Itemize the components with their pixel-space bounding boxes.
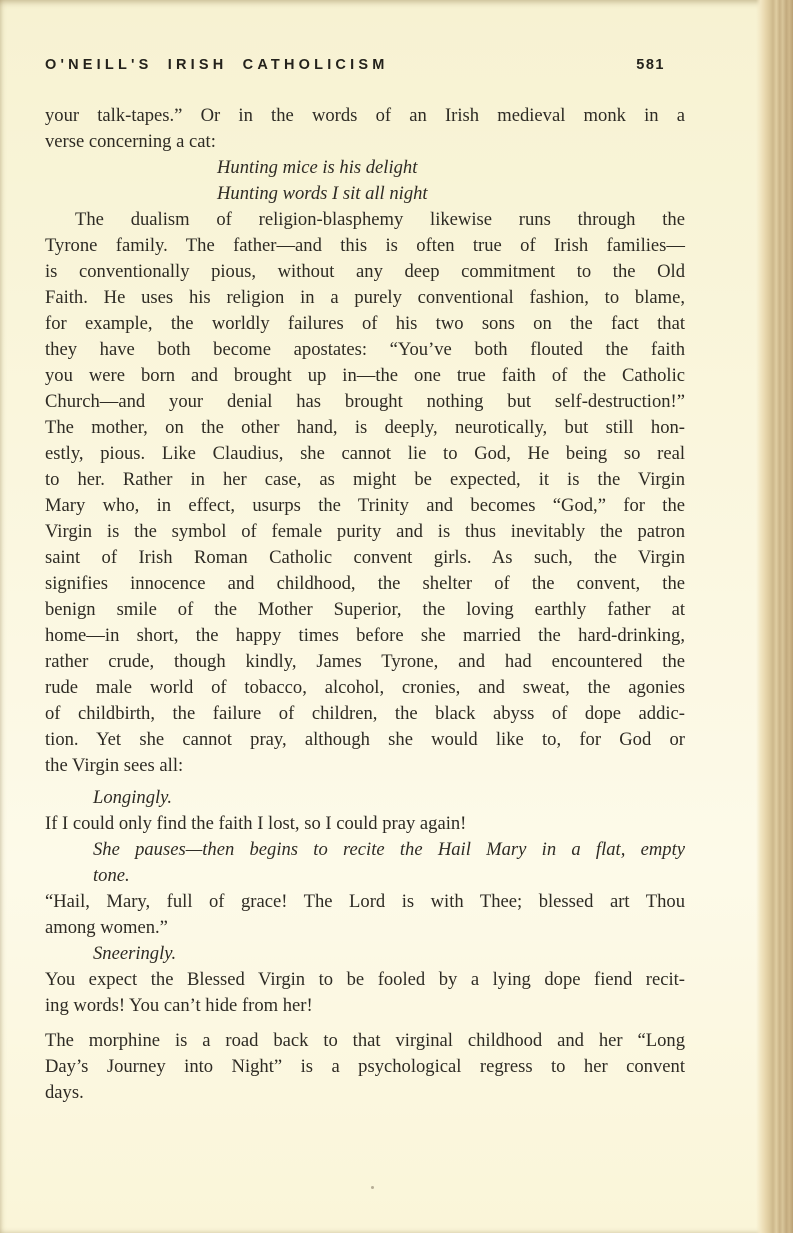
text-line: estly, pious. Like Claudius, she cannot lie to God, He being so real bbox=[45, 443, 685, 464]
text-line: they have both become apostates: “You’ve both flouted the faith bbox=[45, 339, 685, 360]
stage-direction-sneeringly: Sneeringly. bbox=[93, 943, 177, 964]
text-line: tion. Yet she cannot pray, although she would like to, for God or bbox=[45, 729, 685, 750]
opening-paragraph bbox=[45, 103, 685, 155]
text-line: benign smile of the Mother Superior, the loving earthly father at bbox=[45, 599, 685, 620]
text-line: verse concerning a cat: bbox=[45, 131, 216, 152]
text-line: rather crude, though kindly, James Tyrone, and had encountered the bbox=[45, 651, 685, 672]
stage-line: She pauses—then begins to recite the Hail Mary in a flat, empty bbox=[93, 839, 685, 860]
text-line: the Virgin sees all: bbox=[45, 755, 184, 776]
text-line: of childbirth, the failure of children, the black abyss of dope addic- bbox=[45, 703, 685, 724]
running-header bbox=[45, 57, 683, 73]
text-line: The mother, on the other hand, is deeply, neurotically, but still hon- bbox=[45, 417, 685, 438]
cat-verse bbox=[45, 155, 685, 207]
text-line: for example, the worldly failures of his two sons on the fact that bbox=[45, 313, 685, 334]
text-line: Day’s Journey into Night” is a psychological regress to her convent bbox=[45, 1056, 685, 1077]
text-line: saint of Irish Roman Catholic convent girls. As such, the Virgin bbox=[45, 547, 685, 568]
text-line: you were born and brought up in—the one true faith of the Catholic bbox=[45, 365, 685, 386]
hail-mary-speech bbox=[45, 889, 685, 941]
verse-line: Hunting mice is his delight bbox=[217, 157, 418, 178]
text-line: rude male world of tobacco, alcohol, cronies, and sweat, the agonies bbox=[45, 677, 685, 698]
mary-speech-line: If I could only find the faith I lost, so I could pray again! bbox=[45, 813, 467, 834]
text-line: “Hail, Mary, full of grace! The Lord is with Thee; blessed art Thou bbox=[45, 891, 685, 912]
text-line: your talk-tapes.” Or in the words of an Irish medieval monk in a bbox=[45, 105, 685, 126]
text-line: among women.” bbox=[45, 917, 168, 938]
text-line: signifies innocence and childhood, the shelter of the convent, the bbox=[45, 573, 685, 594]
text-line: Faith. He uses his religion in a purely conventional fashion, to blame, bbox=[45, 287, 685, 308]
sneering-speech bbox=[45, 967, 685, 1019]
text-line: Church—and your denial has brought nothing but self-destruction!” bbox=[45, 391, 685, 412]
page-edge-band bbox=[756, 0, 793, 1233]
text-line: to her. Rather in her case, as might be expected, it is the Virgin bbox=[45, 469, 685, 490]
text-line: Mary who, in effect, usurps the Trinity and becomes “God,” for the bbox=[45, 495, 685, 516]
text-line: home—in short, the happy times before she married the hard-drinking, bbox=[45, 625, 685, 646]
header-title: O'NEILL'S IRISH CATHOLICISM bbox=[45, 57, 389, 73]
page-number: 581 bbox=[636, 57, 665, 73]
text-line: Tyrone family. The father—and this is often true of Irish families— bbox=[45, 235, 685, 256]
text-line: days. bbox=[45, 1082, 84, 1103]
closing-paragraph bbox=[45, 1028, 685, 1106]
text-line: ing words! You can’t hide from her! bbox=[45, 995, 313, 1016]
text-line: The morphine is a road back to that virginal childhood and her “Long bbox=[45, 1030, 685, 1051]
verse-line: Hunting words I sit all night bbox=[217, 183, 428, 204]
stage-direction-pauses bbox=[45, 837, 685, 889]
text-line: is conventionally pious, without any deep commitment to the Old bbox=[45, 261, 685, 282]
main-paragraph bbox=[45, 207, 685, 779]
stage-direction-longingly: Longingly. bbox=[93, 787, 173, 808]
text-line: You expect the Blessed Virgin to be fooled by a lying dope fiend recit- bbox=[45, 969, 685, 990]
page-body bbox=[45, 103, 685, 1106]
dust-speck bbox=[371, 1186, 374, 1189]
text-line: The dualism of religion-blasphemy likewise runs through the bbox=[75, 209, 685, 230]
text-line: Virgin is the symbol of female purity and is thus inevitably the patron bbox=[45, 521, 685, 542]
stage-line: tone. bbox=[93, 865, 130, 886]
